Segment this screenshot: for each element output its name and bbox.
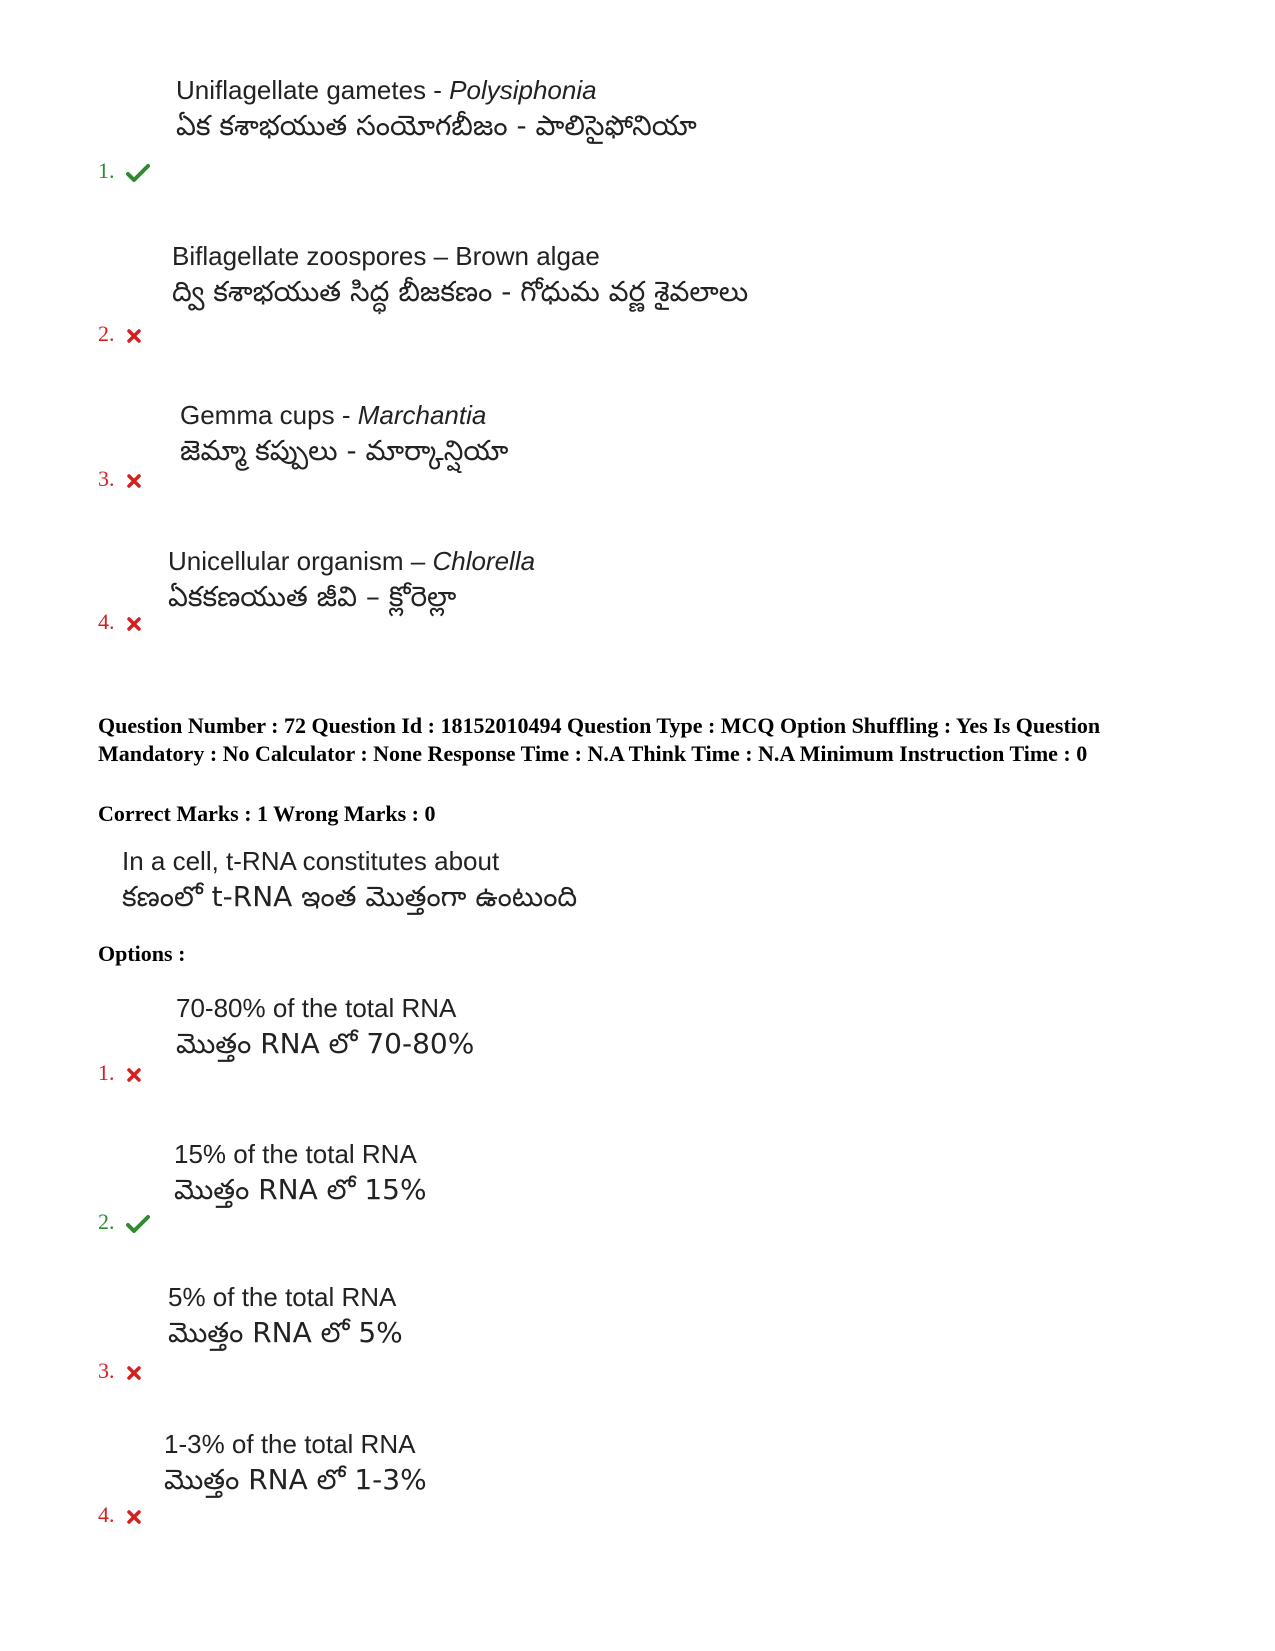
option-3-te: మొత్తం RNA లో 5% [168, 1316, 403, 1349]
question-text-te: కణంలో t-RNA ఇంత మొత్తంగా ఉంటుంది [122, 880, 578, 913]
option-1-en: 70-80% of the total RNA [176, 993, 457, 1023]
prev-option-1-en-italic: Polysiphonia [449, 75, 597, 105]
option-2-en: 15% of the total RNA [174, 1139, 417, 1169]
prev-option-1-number-label: 1. [98, 158, 115, 183]
option-4-en: 1-3% of the total RNA [164, 1429, 416, 1459]
prev-option-3-te: జెమ్మా కప్పులు - మార్కాన్షియా [180, 434, 509, 467]
prev-option-2-number-label: 2. [98, 321, 115, 346]
cross-icon [126, 616, 142, 632]
prev-option-3-en-italic: Marchantia [357, 400, 487, 430]
prev-option-2-en: Biflagellate zoospores – Brown algae [172, 241, 600, 271]
prev-option-1-te: ఏక కశాభయుత సంయోగబీజం - పాలిసైఫోనియా [176, 109, 697, 142]
option-3-text [168, 1279, 403, 1351]
prev-option-4-te: ఏకకణయుత జీవి – క్లోరెల్లా [168, 580, 457, 613]
cross-icon [126, 1067, 142, 1083]
option-3-number [98, 1359, 142, 1383]
cross-icon [126, 1509, 142, 1525]
question-text [122, 843, 577, 915]
prev-option-2-number [98, 322, 142, 346]
option-1-te: మొత్తం RNA లో 70-80% [176, 1027, 475, 1060]
prev-option-4-number-label: 4. [98, 609, 115, 634]
prev-option-4-text [168, 543, 535, 615]
option-1-number [98, 1061, 142, 1085]
option-2-number-label: 2. [98, 1209, 115, 1234]
option-4-number-label: 4. [98, 1502, 115, 1527]
option-4-te: మొత్తం RNA లో 1-3% [164, 1463, 427, 1496]
prev-option-4-en: Unicellular organism – [168, 546, 433, 576]
option-3-en: 5% of the total RNA [168, 1282, 397, 1312]
prev-option-3-number-label: 3. [98, 466, 115, 491]
option-3-number-label: 3. [98, 1358, 115, 1383]
option-4-number [98, 1503, 142, 1527]
check-icon [126, 1214, 150, 1234]
prev-option-1-en: Uniflagellate gametes - [176, 75, 450, 105]
option-2-te: మొత్తం RNA లో 15% [174, 1173, 427, 1206]
prev-option-4-number [98, 610, 142, 634]
option-4-text [164, 1426, 427, 1498]
prev-option-1-text [176, 72, 697, 144]
check-icon [126, 163, 150, 183]
prev-option-2-te: ద్వి కశాభయుత సిద్ధ బీజకణం - గోధుమ వర్ణ శైవలాలు [172, 275, 749, 308]
option-1-text [176, 990, 474, 1062]
prev-option-4-en-italic: Chlorella [432, 546, 536, 576]
option-2-number [98, 1210, 150, 1234]
prev-option-1-number [98, 159, 150, 183]
options-label: Options : [98, 941, 186, 966]
cross-icon [126, 328, 142, 344]
cross-icon [126, 473, 142, 489]
prev-option-3-text [180, 397, 508, 469]
question-text-en: In a cell, t-RNA constitutes about [122, 846, 500, 876]
prev-option-2-text [172, 238, 748, 310]
option-2-text [174, 1136, 427, 1208]
question-meta: Question Number : 72 Question Id : 18152010494 Question Type : MCQ Option Shuffling : Yes Is Question Mandatory : No Calculator : None Response Time : N.A Think Time : N.A Minimum Instruction Time : 0 [98, 713, 1101, 766]
cross-icon [126, 1365, 142, 1381]
prev-option-3-en: Gemma cups - [180, 400, 358, 430]
question-marks: Correct Marks : 1 Wrong Marks : 0 [98, 801, 436, 826]
prev-option-3-number [98, 467, 142, 491]
option-1-number-label: 1. [98, 1060, 115, 1085]
